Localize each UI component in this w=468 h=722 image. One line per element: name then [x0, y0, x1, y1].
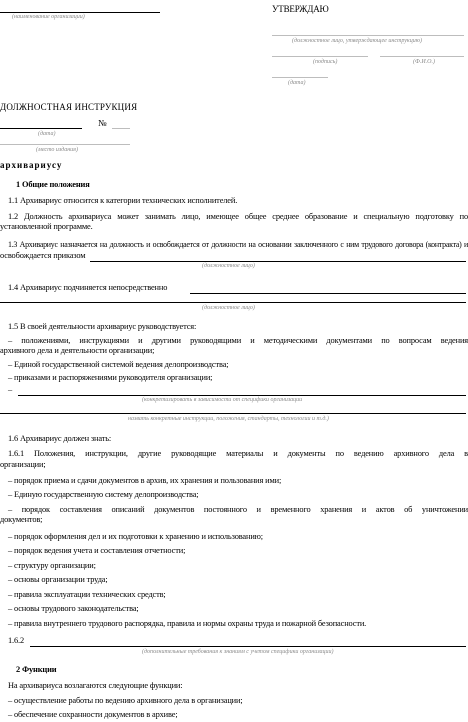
extra-knowledge-hint: (дополнительные требования к знаниям с учетом специфики организации) — [142, 649, 334, 655]
knowledge-item-6: – структуру организации; — [8, 561, 96, 570]
approve-label: УТВЕРЖДАЮ — [272, 4, 329, 14]
document-subject: архивариусу — [0, 160, 63, 170]
approver-fio-hint: (Ф.И.О.) — [413, 59, 435, 65]
clause-1-3-line-1: 1.3 Архивариус назначается на должность и освобождается от должности на основании заключенного с ним трудового договора (контракта) и — [8, 240, 468, 249]
approver-position-hint: (должностное лицо, утверждающее инструкцию) — [292, 38, 422, 44]
knowledge-item-3-line-1: – порядок составления описаний документов постоянного и временного хранения и актов об уничтожении — [8, 505, 468, 514]
clause-1-4: 1.4 Архивариус подчиняется непосредственно — [8, 283, 168, 292]
dismissal-authority-hint: (должностное лицо) — [202, 263, 255, 269]
approver-fio-line — [380, 56, 464, 57]
function-item-1: – осуществление работы по ведению архивного дела в организации; — [8, 696, 243, 705]
document-place-hint: (место издания) — [36, 147, 78, 153]
supervisor-line — [190, 293, 466, 294]
clause-1-6-1-line-2: организации; — [0, 460, 46, 469]
guidance-item-3: – приказами и распоряжениями руководителя организации; — [8, 373, 213, 382]
organization-name-line — [0, 12, 160, 13]
approver-signature-line — [272, 56, 368, 57]
guidance-hint-1: (конкретизировать в зависимости от специфики организации — [142, 397, 303, 403]
function-item-2: – обеспечение сохранности документов в архиве; — [8, 710, 178, 719]
supervisor-line-2 — [0, 302, 466, 303]
guidance-item-1-line-2: архивного дела и деятельности организации; — [0, 346, 155, 355]
knowledge-item-1: – порядок приема и сдачи документов в архив, их хранения и пользования ими; — [8, 476, 282, 485]
knowledge-item-10: – правила внутреннего трудового распорядка, правила и нормы охраны труда и пожарной безопасности. — [8, 619, 367, 628]
guidance-hint-2: назвать конкретные инструкции, положения, стандарты, технологии и т.д.) — [128, 416, 329, 422]
guidance-item-1-line-1: – положениями, инструкциями и другими руководящими и методическими документами по вопросам ведения — [8, 336, 468, 345]
approval-date-line — [272, 77, 328, 78]
guidance-item-4-line — [18, 395, 466, 396]
guidance-item-2: – Единой государственной системой ведения делопроизводства; — [8, 360, 229, 369]
clause-1-2-line-2: установленной программе. — [0, 222, 93, 231]
section-1-heading: 1 Общие положения — [16, 180, 90, 189]
organization-name-hint: (наименование организации) — [12, 14, 85, 20]
clause-1-6: 1.6 Архивариус должен знать: — [8, 434, 112, 443]
approver-position-line — [272, 35, 464, 36]
functions-intro: На архивариуса возлагаются следующие функции: — [8, 681, 183, 690]
document-date-line — [0, 128, 82, 129]
knowledge-item-3-line-2: документов; — [0, 515, 43, 524]
clause-1-6-2: 1.6.2 — [8, 636, 25, 645]
clause-1-2-line-1: 1.2 Должность архивариуса может занимать лицо, имеющее общее среднее образование и специальную подготовку по — [8, 212, 468, 221]
document-title: ДОЛЖНОСТНАЯ ИНСТРУКЦИЯ — [0, 102, 138, 112]
document-date-hint: (дата) — [38, 131, 56, 137]
document-number-line — [112, 128, 130, 129]
document-number-sign: № — [98, 118, 107, 128]
approver-signature-hint: (подпись) — [313, 59, 338, 65]
knowledge-item-7: – основы организации труда; — [8, 575, 108, 584]
supervisor-hint: (должностное лицо) — [202, 305, 255, 311]
approval-date-hint: (дата) — [288, 80, 306, 86]
knowledge-item-4: – порядок оформления дел и их подготовки к хранению и использованию; — [8, 532, 263, 541]
knowledge-item-9: – основы трудового законодательства; — [8, 604, 139, 613]
knowledge-item-8: – правила эксплуатации технических средств; — [8, 590, 166, 599]
dismissal-authority-line — [90, 261, 466, 262]
section-2-heading: 2 Функции — [16, 665, 57, 674]
knowledge-item-2: – Единую государственную систему делопроизводства; — [8, 490, 199, 499]
clause-1-3-line-2: освобождается приказом — [0, 251, 86, 260]
guidance-item-4-line-2 — [0, 413, 466, 414]
clause-1-1: 1.1 Архивариус относится к категории технических исполнителей. — [8, 196, 238, 205]
knowledge-item-5: – порядок ведения учета и составления отчетности; — [8, 546, 186, 555]
clause-1-5: 1.5 В своей деятельности архивариус руководствуется: — [8, 322, 197, 331]
clause-1-6-1-line-1: 1.6.1 Положения, инструкции, другие руководящие материалы и документы по ведению архивного дела в — [8, 449, 468, 458]
document-place-line — [0, 144, 130, 145]
guidance-item-4-dash: – — [8, 385, 13, 394]
extra-knowledge-line — [30, 646, 466, 647]
